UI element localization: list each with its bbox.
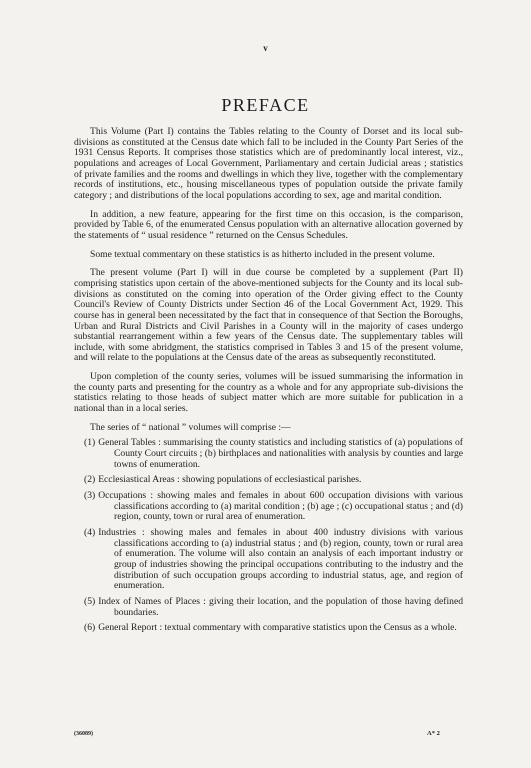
paragraph: Some textual commentary on these statistics is as hitherto included in the present volume. [90,248,435,260]
printer-reference: (36089) [74,731,93,737]
list-item [74,491,463,523]
list-item-text: Index of Names of Places : giving their location, and the population of those having defined boundaries. [98,595,463,618]
list-item-text: Occupations : showing males and females in about 600 occupation divisions with various classifications according to (a) marital condition ; (b) age ; (c) occupational status ; and (d) region, county, town or rural area of enumeration. [98,490,463,523]
preface-body [74,127,463,639]
list-item [74,475,463,486]
paragraph: The present volume (Part I) will in due course be completed by a supplement (Part II) comprising statistics upon certain of the above-mentioned subjects for the County and its local sub-divisions as constituted on the coming into operation of the Order giving effect to the County Council's Review of County Districts under Section 46 of the Local Government Act, 1929. This course has in general been necessitated by the fact that in consequence of that Section the Boroughs, Urban and Rural Districts and Civil Parishes in a County will in the majority of cases undergo substantial rearrangement within a few years of the Census date. The supplementary tables will include, with some abridgment, the statistics comprised in Tables 3 and 15 of the present volume, and will relate to the populations at the Census date of the areas as subsequently reconstituted. [74,267,463,364]
paragraph: In addition, a new feature, appearing for the first time on this occasion, is the comparison, provided by Table 6, of the enumerated Census population with an alternative allocation governed by the statements of “ usual residence ” returned on the Census Schedules. [74,208,463,241]
list-item-number: (4) [84,527,96,538]
list-item-text: Industries : showing males and females in about 400 industry divisions with various classifications according to (a) industrial status ; and (b) region, county, town or rural area of enumeration. The volume will also contain an analysis of each important industry or group of industries showing the principal occupations contributing to the industry and the distribution of such occupation groups according to industrial status, age, and region of enumeration. [98,527,463,592]
national-volumes-list [74,438,463,634]
page-title: PREFACE [221,95,310,115]
list-item-number: (2) [84,474,96,486]
list-item-number: (6) [84,622,96,634]
list-item-number: (1) [84,437,96,449]
list-intro: The series of “ national ” volumes will comprise :— [90,421,291,433]
list-item [74,438,463,470]
list-item-text: Ecclesiastical Areas : showing populations of ecclesiastical parishes. [98,474,362,486]
signature-mark: A* 2 [427,730,440,737]
list-item [74,528,463,592]
list-item [74,623,463,634]
list-item-text: General Tables : summarising the county statistics and including statistics of (a) populations of County Court circuits ; (b) birthplaces and nationalities with analysis by counties and large towns of enumeration. [98,437,463,470]
list-item-number: (3) [84,490,96,502]
paragraph: This Volume (Part I) contains the Tables relating to the County of Dorset and its local sub-divisions as constituted at the Census date which fall to be included in the County Part Series of the 1931 Census Reports. It comprises those statistics which are of predominantly local interest, viz., populations and acreages of Local Government, Parliamentary and certain Judicial areas ; statistics of private families and the rooms and dwellings in which they live, together with the complementary records of institutions, etc., housing miscellaneous types of population outside the private family category ; and distributions of the local populations according to sex, age and marital condition. [74,126,463,201]
list-item-number: (5) [84,595,96,607]
paragraph: Upon completion of the county series, volumes will be issued summarising the information in the county parts and presenting for the country as a whole and for any appropriate sub-divisions the statistics relating to those heads of subject matter which are more suitable for publication in a national than in a local series. [74,371,463,415]
list-item [74,597,463,618]
list-item-text: General Report : textual commentary with comparative statistics upon the Census as a whole. [98,622,457,634]
page-number: v [263,43,268,53]
